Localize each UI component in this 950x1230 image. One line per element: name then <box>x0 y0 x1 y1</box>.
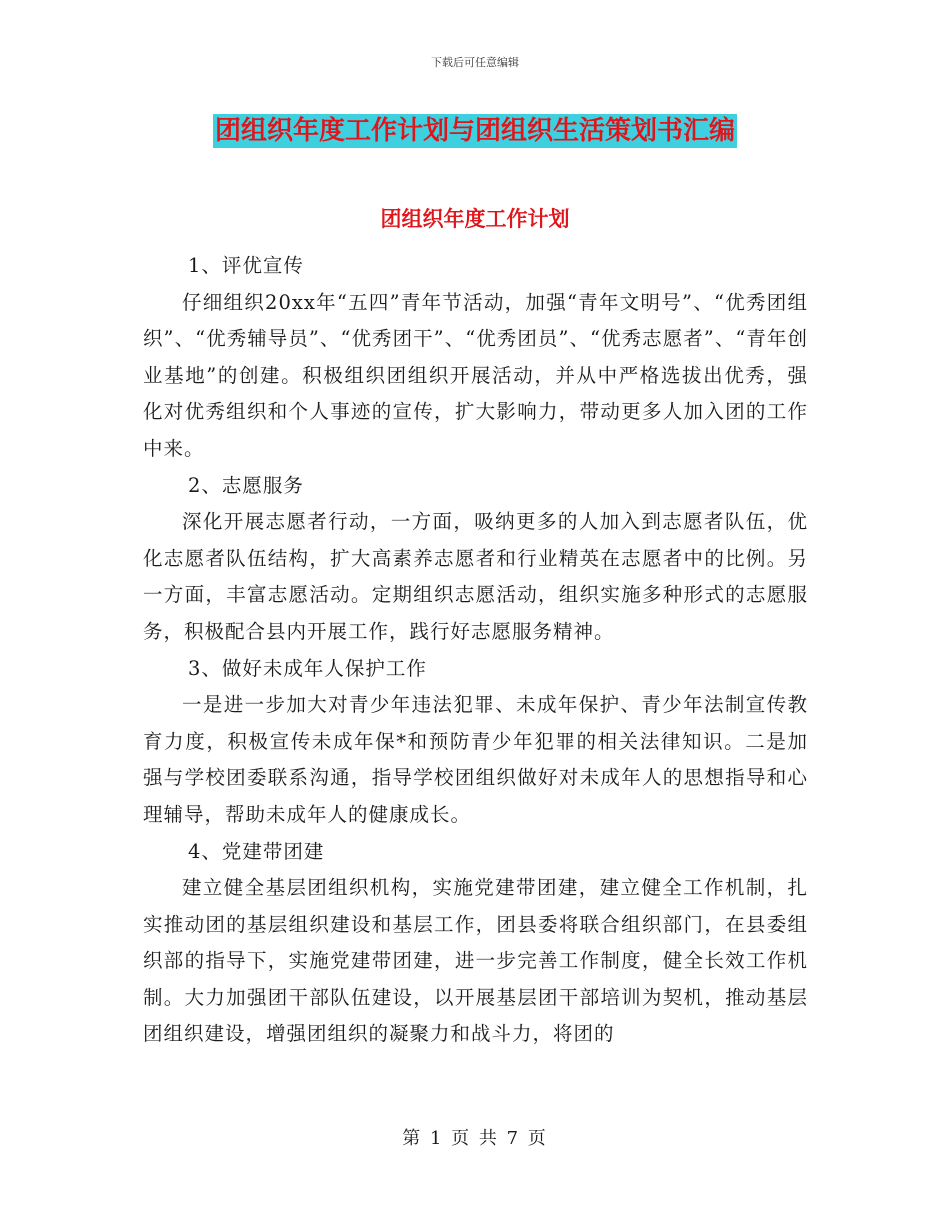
section-title: 团组织年度工作计划 <box>380 207 570 231</box>
header-note: 下载后可任意编辑 <box>431 56 519 69</box>
body-paragraph: 建立健全基层团组织机构，实施党建带团建，建立健全工作机制，扎实推动团的基层组织建设和基层工作，团县委将联合组织部门，在县委组织部的指导下，实施党建带团建，进一步完善工作制度，健全长效工作机制。大力加强团干部队伍建设，以开展基层团干部培训为契机，推动基层团组织建设，增强团组织的凝聚力和战斗力，将团的 <box>143 876 808 1046</box>
document-body <box>143 248 808 1053</box>
section-heading: 3、做好未成年人保护工作 <box>188 656 427 680</box>
section-heading: 4、党建带团建 <box>188 839 325 863</box>
page-footer: 第 1 页 共 7 页 <box>402 1128 548 1149</box>
section-heading: 1、评优宣传 <box>188 254 304 277</box>
body-paragraph: 一是进一步加大对青少年违法犯罪、未成年保护、青少年法制宣传教育力度，积极宣传未成年保*和预防青少年犯罪的相关法律知识。二是加强与学校团委联系沟通，指导学校团组织做好对未成年人的思想指导和心理辅导，帮助未成年人的健康成长。 <box>143 693 808 826</box>
body-paragraph: 仔细组织20xx年“五四”青年节活动，加强“青年文明号”、“优秀团组织”、“优秀辅导员”、“优秀团干”、“优秀团员”、“优秀志愿者”、“青年创业基地”的创建。积极组织团组织开展活动，并从中严格选拔出优秀，强化对优秀组织和个人事迹的宣传，扩大影响力，带动更多人加入团的工作中来。 <box>143 290 808 460</box>
body-paragraph: 深化开展志愿者行动，一方面，吸纳更多的人加入到志愿者队伍，优化志愿者队伍结构，扩大高素养志愿者和行业精英在志愿者中的比例。另一方面，丰富志愿活动。定期组织志愿活动，组织实施多种形式的志愿服务，积极配合县内开展工作，践行好志愿服务精神。 <box>143 510 808 643</box>
section-heading: 2、志愿服务 <box>188 473 304 497</box>
document-title-text: 团组织年度工作计划与团组织生活策划书汇编 <box>214 116 735 146</box>
document-title <box>0 110 950 147</box>
